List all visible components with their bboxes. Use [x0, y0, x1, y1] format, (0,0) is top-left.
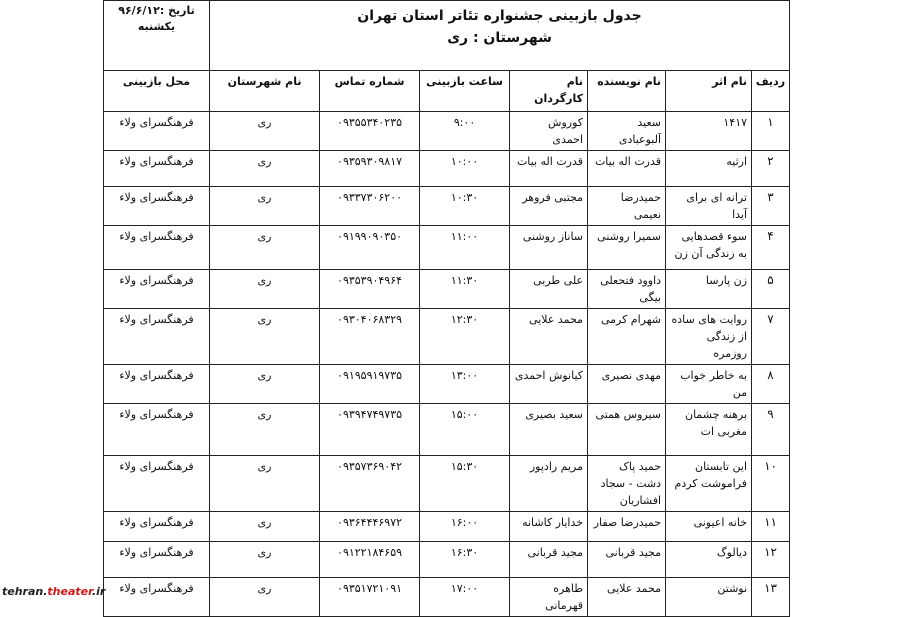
cell-title: ارثیه: [666, 151, 752, 187]
cell-writer: مجید قربانی: [588, 542, 666, 578]
cell-venue: فرهنگسرای ولاء: [104, 404, 210, 456]
table-row: [104, 542, 790, 578]
cell-writer: حمیدرضا نعیمی: [588, 187, 666, 226]
cell-title: سوء قصدهایی به زندگی آن زن: [666, 226, 752, 270]
cell-city: ری: [210, 365, 320, 404]
col-header: ردیف: [752, 71, 790, 112]
schedule-table: [103, 0, 790, 617]
table-row: [104, 309, 790, 365]
cell-phone: ۰۹۳۰۴۰۶۸۳۲۹: [320, 309, 420, 365]
cell-time: ۱۲:۳۰: [420, 309, 510, 365]
cell-no: ۷: [752, 309, 790, 365]
cell-phone: ۰۹۳۶۴۴۴۶۹۷۲: [320, 512, 420, 542]
cell-no: ۳: [752, 187, 790, 226]
cell-phone: ۰۹۱۹۹۰۹۰۳۵۰: [320, 226, 420, 270]
cell-title: این تابستان فراموشت کردم: [666, 456, 752, 512]
cell-title: خانه اعیونی: [666, 512, 752, 542]
column-header-row: [104, 71, 790, 112]
cell-director: قدرت اله بیات: [510, 151, 588, 187]
date-text: تاریخ :۹۶/۶/۱۲: [118, 4, 195, 17]
cell-no: ۴: [752, 226, 790, 270]
cell-title: برهنه چشمان مغربی ات: [666, 404, 752, 456]
cell-title: ۱۴۱۷: [666, 112, 752, 151]
cell-phone: ۰۹۳۵۵۳۴۰۲۳۵: [320, 112, 420, 151]
cell-writer: مهدی نصیری: [588, 365, 666, 404]
cell-director: کوروش احمدی: [510, 112, 588, 151]
cell-time: ۱۰:۰۰: [420, 151, 510, 187]
title-line-2: شهرستان : ری: [447, 30, 552, 46]
schedule-sheet: [103, 0, 791, 612]
table-row: [104, 187, 790, 226]
cell-city: ری: [210, 151, 320, 187]
table-row: [104, 112, 790, 151]
cell-director: طاهره قهرمانی: [510, 578, 588, 617]
cell-time: ۱۶:۳۰: [420, 542, 510, 578]
cell-time: ۱۶:۰۰: [420, 512, 510, 542]
table-row: [104, 365, 790, 404]
cell-city: ری: [210, 404, 320, 456]
cell-time: ۹:۰۰: [420, 112, 510, 151]
cell-writer: حمید پاک دشت - سجاد افشاریان: [588, 456, 666, 512]
cell-venue: فرهنگسرای ولاء: [104, 226, 210, 270]
cell-phone: ۰۹۱۹۵۹۱۹۷۳۵: [320, 365, 420, 404]
cell-city: ری: [210, 187, 320, 226]
cell-title: به خاطر خواب من: [666, 365, 752, 404]
cell-writer: قدرت اله بیات: [588, 151, 666, 187]
table-title: [210, 1, 790, 71]
cell-phone: ۰۹۳۵۹۳۰۹۸۱۷: [320, 151, 420, 187]
cell-no: ۵: [752, 270, 790, 309]
cell-venue: فرهنگسرای ولاء: [104, 309, 210, 365]
cell-no: ۱۲: [752, 542, 790, 578]
table-row: [104, 578, 790, 617]
cell-phone: ۰۹۳۳۷۳۰۶۲۰۰: [320, 187, 420, 226]
cell-phone: ۰۹۱۲۲۱۸۴۶۵۹: [320, 542, 420, 578]
cell-title: دیالوگ: [666, 542, 752, 578]
cell-writer: سیروس همتی: [588, 404, 666, 456]
cell-no: ۱۱: [752, 512, 790, 542]
cell-time: ۱۵:۳۰: [420, 456, 510, 512]
cell-writer: محمد علایی: [588, 578, 666, 617]
cell-venue: فرهنگسرای ولاء: [104, 578, 210, 617]
col-header: نام نویسنده: [588, 71, 666, 112]
table-row: [104, 270, 790, 309]
cell-venue: فرهنگسرای ولاء: [104, 512, 210, 542]
cell-time: ۱۰:۳۰: [420, 187, 510, 226]
table-body: [104, 112, 790, 617]
cell-director: مجتبی فروهر: [510, 187, 588, 226]
cell-venue: فرهنگسرای ولاء: [104, 187, 210, 226]
cell-director: محمد علایی: [510, 309, 588, 365]
cell-director: مجید قربانی: [510, 542, 588, 578]
cell-director: مریم رادپور: [510, 456, 588, 512]
cell-no: ۸: [752, 365, 790, 404]
cell-title: روایت های ساده از زندگی روزمره: [666, 309, 752, 365]
cell-city: ری: [210, 309, 320, 365]
table-row: [104, 456, 790, 512]
cell-venue: فرهنگسرای ولاء: [104, 151, 210, 187]
col-header: نام اثر: [666, 71, 752, 112]
cell-time: ۱۱:۳۰: [420, 270, 510, 309]
table-row: [104, 226, 790, 270]
table-row: [104, 151, 790, 187]
cell-director: سعید بصیری: [510, 404, 588, 456]
cell-time: ۱۱:۰۰: [420, 226, 510, 270]
cell-phone: ۰۹۳۹۴۷۴۹۷۳۵: [320, 404, 420, 456]
cell-writer: حمیدرضا صفار: [588, 512, 666, 542]
cell-writer: شهرام کرمی: [588, 309, 666, 365]
cell-venue: فرهنگسرای ولاء: [104, 365, 210, 404]
cell-city: ری: [210, 512, 320, 542]
cell-phone: ۰۹۳۵۱۷۲۱۰۹۱: [320, 578, 420, 617]
table-row: [104, 404, 790, 456]
cell-director: کیانوش احمدی: [510, 365, 588, 404]
cell-title: زن پارسا: [666, 270, 752, 309]
table-row: [104, 512, 790, 542]
cell-venue: فرهنگسرای ولاء: [104, 542, 210, 578]
day-text: یکشنبه: [137, 20, 176, 33]
cell-writer: داوود فتحعلی بیگی: [588, 270, 666, 309]
cell-director: علی طربی: [510, 270, 588, 309]
cell-city: ری: [210, 542, 320, 578]
cell-time: ۱۵:۰۰: [420, 404, 510, 456]
cell-no: ۲: [752, 151, 790, 187]
cell-venue: فرهنگسرای ولاء: [104, 112, 210, 151]
cell-no: ۱۰: [752, 456, 790, 512]
title-line-1: جدول بازبینی جشنواره تئاتر استان تهران: [357, 8, 642, 24]
cell-no: ۱۳: [752, 578, 790, 617]
col-header: محل بازبینی: [104, 71, 210, 112]
cell-city: ری: [210, 270, 320, 309]
col-header: شماره تماس: [320, 71, 420, 112]
cell-time: ۱۳:۰۰: [420, 365, 510, 404]
cell-phone: ۰۹۳۵۳۹۰۴۹۶۴: [320, 270, 420, 309]
cell-city: ری: [210, 456, 320, 512]
date-cell: [104, 1, 210, 71]
cell-writer: سمیرا روشنی: [588, 226, 666, 270]
col-header: ساعت بازبینی: [420, 71, 510, 112]
cell-writer: سعید آلبوعبادی: [588, 112, 666, 151]
col-header: نام شهرستان: [210, 71, 320, 112]
cell-no: ۹: [752, 404, 790, 456]
cell-title: نوشتن: [666, 578, 752, 617]
cell-phone: ۰۹۳۵۷۳۶۹۰۴۲: [320, 456, 420, 512]
cell-director: ساناز روشنی: [510, 226, 588, 270]
col-header: نام کارگردان: [510, 71, 588, 112]
cell-director: خدایار کاشانه: [510, 512, 588, 542]
cell-venue: فرهنگسرای ولاء: [104, 270, 210, 309]
site-watermark: tehran.theater.ir: [2, 585, 106, 598]
cell-city: ری: [210, 112, 320, 151]
cell-city: ری: [210, 578, 320, 617]
cell-venue: فرهنگسرای ولاء: [104, 456, 210, 512]
cell-time: ۱۷:۰۰: [420, 578, 510, 617]
cell-title: ترانه ای برای آیدا: [666, 187, 752, 226]
cell-no: ۱: [752, 112, 790, 151]
cell-city: ری: [210, 226, 320, 270]
